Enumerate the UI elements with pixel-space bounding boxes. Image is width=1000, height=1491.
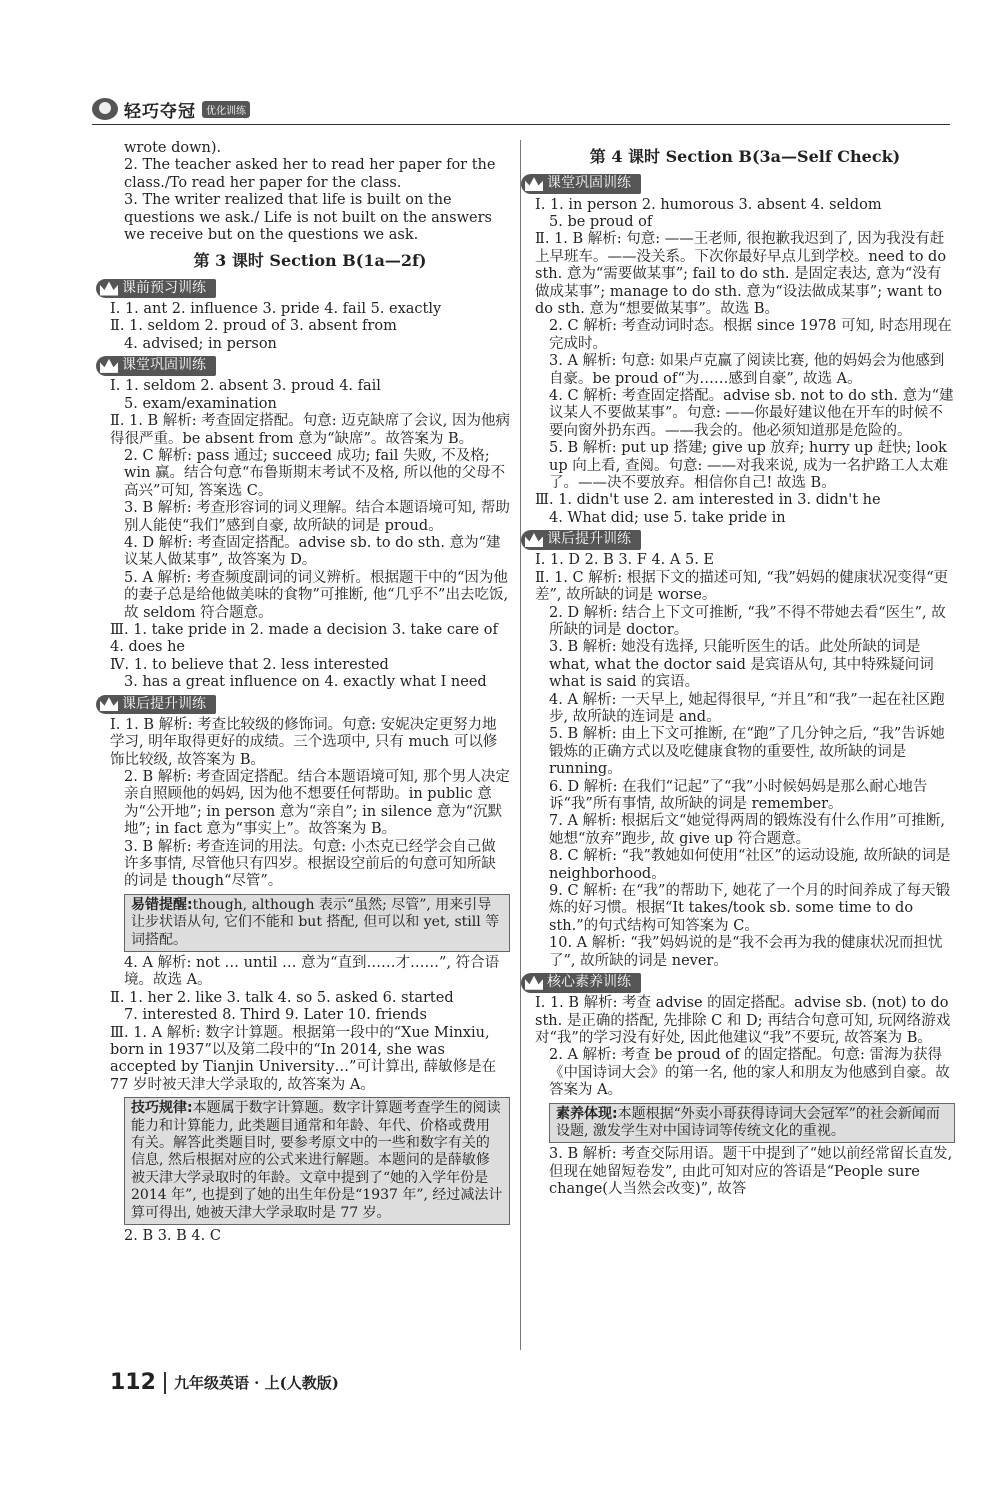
left-column <box>110 140 510 1245</box>
brand-logo-icon <box>92 98 118 120</box>
answer-line: 3. B 解析: 考查形容词的词义理解。结合本题语境可知, 帮助别人能使“我们”感到自豪, 故所缺的词是 proud。 <box>124 500 510 534</box>
answer-line: 2. C 解析: pass 通过; succeed 成功; fail 失败, 不及格; win 赢。结合句意“布鲁斯期末考试不及格, 所以他的父母不高兴”可知, 答案选 C。 <box>124 447 506 499</box>
answer-line: 5. exam/examination <box>124 395 277 412</box>
section-tag <box>521 174 641 193</box>
answer-line: 3. B 解析: 考查连词的用法。句意: 小杰克已经学会自己做许多事情, 尽管他只有四岁。根据设空前后的句意可知所缺的词是 though“尽管”。 <box>124 838 496 890</box>
page-number: 112 <box>110 1370 156 1395</box>
answer-line: Ⅱ. 1. B 解析: 考查固定搭配。句意: 迈克缺席了会议, 因为他病得很严重。be absent from 意为“缺席”。故答案为 B。 <box>110 413 510 447</box>
tip-text: though, although 表示“虽然; 尽管”, 用来引导让步状语从句, 它们不能和 but 搭配, 但可以和 yet, still 等词搭配。 <box>131 896 500 948</box>
answer-line: 5. B 解析: 由上下文可推断, 在“跑”了几分钟之后, “我”告诉她锻炼的正确方式以及吃健康食物的重要性, 故所缺的词是 running。 <box>549 726 945 778</box>
crown-icon <box>525 976 543 990</box>
section-label: 课后提升训练 <box>547 531 631 548</box>
column-divider <box>520 140 521 1350</box>
tip-text: 本题根据“外卖小哥获得诗词大会冠军”的社会新闻而设题, 激发学生对中国诗词等传统文化的重视。 <box>556 1105 940 1140</box>
crown-icon <box>100 697 118 711</box>
section-tag <box>521 530 641 549</box>
answer-line: 3. B 解析: 考查交际用语。题干中提到了“她以前经常留长直发, 但现在她留短卷发”, 由此可知对应的答语是“People sure change(人当然会改变)”, 故答 <box>549 1146 953 1198</box>
crown-icon <box>100 359 118 373</box>
section-label: 课堂巩固训练 <box>122 357 206 374</box>
answer-line: Ⅱ. 1. seldom 2. proud of 3. absent from <box>110 318 397 335</box>
crown-icon <box>525 533 543 547</box>
answer-line: 5. B 解析: put up 搭建; give up 放弃; hurry up 赶快; look up 向上看, 查阅。句意: ——对我来说, 成为一名护路工人太难了。——决不要放弃。相信你自己! 故选 B。 <box>549 440 949 492</box>
answer-line: Ⅱ. 1. her 2. like 3. talk 4. so 5. asked 6. started <box>110 989 454 1006</box>
answer-line: Ⅰ. 1. seldom 2. absent 3. proud 4. fail <box>110 378 381 395</box>
answer-line: 10. A 解析: “我”妈妈说的是“我不会再为我的健康状况而担忧了”, 故所缺的词是 never。 <box>549 935 943 969</box>
crown-icon <box>525 177 543 191</box>
answer-line: 2. The teacher asked her to read her paper for the class./To read her paper for the class. <box>124 157 496 191</box>
answer-line: Ⅲ. 1. take pride in 2. made a decision 3. take care of 4. does he <box>110 621 498 656</box>
answer-line: 3. has a great influence on 4. exactly what I need <box>124 674 487 691</box>
book-title: 九年级英语 · 上(人教版) <box>173 1374 339 1392</box>
answer-line: 7. interested 8. Third 9. Later 10. friends <box>124 1007 427 1024</box>
tip-label: 技巧规律: <box>131 1100 193 1117</box>
answer-line: 2. A 解析: 考查 be proud of 的固定搭配。句意: 雷海为获得《中国诗词大会》的第一名, 他的家人和朋友为他感到自豪。故答案为 A。 <box>549 1047 950 1099</box>
lesson-heading: 第 4 课时 Section B(3a—Self Check) <box>589 147 901 166</box>
answer-line: 4. What did; use 5. take pride in <box>549 509 786 526</box>
tip-label: 素养体现: <box>556 1105 618 1122</box>
answer-line: Ⅱ. 1. C 解析: 根据下文的描述可知, “我”妈妈的健康状况变得“更差”, 故所缺的词是 worse。 <box>535 569 949 604</box>
lesson-heading: 第 3 课时 Section B(1a—2f) <box>193 251 427 271</box>
answer-line: 2. B 解析: 考查固定搭配。结合本题语境可知, 那个男人决定亲自照顾他的妈妈, 因为他不想要任何帮助。in public 意为“公开地”; in person 意为“亲自”; in silence 意为“沉默地”; in fact 意为“事实上”。故答案为 B。 <box>124 768 510 838</box>
answer-line: 5. be proud of <box>549 213 653 230</box>
answer-line: 6. D 解析: 在我们“记起”了“我”小时候妈妈是那么耐心地告诉“我”所有事情, 故所缺的词是 remember。 <box>549 778 928 813</box>
section-tag <box>96 279 216 298</box>
header-rule <box>92 124 950 125</box>
brand-header <box>92 98 250 120</box>
page-footer <box>110 1370 339 1395</box>
right-column <box>535 140 955 1199</box>
tip-box <box>124 1097 510 1225</box>
section-tag <box>96 356 216 375</box>
footer-divider <box>164 1372 166 1394</box>
answer-line: 7. A 解析: 根据后文“她觉得两周的锻炼没有什么作用”可推断, 她想“放弃”跑步, 故 give up 符合题意。 <box>549 813 945 847</box>
section-tag <box>96 695 216 714</box>
answer-line: 8. C 解析: “我”教她如何使用“社区”的运动设施, 故所缺的词是 neighborhood。 <box>549 848 951 882</box>
answer-line: Ⅰ. 1. ant 2. influence 3. pride 4. fail 5. exactly <box>110 300 442 317</box>
answer-line: Ⅰ. 1. D 2. B 3. F 4. A 5. E <box>535 552 714 569</box>
brand-tag: 优化训练 <box>202 101 250 118</box>
answer-line: 9. C 解析: 在“我”的帮助下, 她花了一个月的时间养成了每天锻炼的好习惯。根据“It takes/took sb. some time to do sth.”的句式结构可知答案为 C。 <box>549 883 951 934</box>
answer-line: Ⅲ. 1. A 解析: 数字计算题。根据第一段中的“Xue Minxiu, born in 1937”以及第二段中的“In 2014, she was accepted by Tianjin University…”可计算出, 薛敏修是在 77 岁时被天津大学录取的, 故答案为 A。 <box>110 1024 497 1093</box>
section-label: 课前预习训练 <box>122 279 206 296</box>
tip-box <box>549 1103 955 1144</box>
answer-line: 4. A 解析: 一天早上, 她起得很早, “并且”和“我”一起在社区跑步, 故所缺的连词是 and。 <box>549 691 945 725</box>
answer-line: Ⅰ. 1. in person 2. humorous 3. absent 4. seldom <box>535 196 882 213</box>
answer-line: Ⅲ. 1. didn't use 2. am interested in 3. didn't he <box>535 492 881 509</box>
answer-line: 4. advised; in person <box>124 335 277 352</box>
section-label: 核心素养训练 <box>547 974 631 991</box>
answer-line: Ⅱ. 1. B 解析: 句意: ——王老师, 很抱歉我迟到了, 因为我没有赶上早班车。——没关系。下次你最好早点儿到学校。need to do sth. 意为“需要做某事”; fail to do sth. 是固定表达, 意为“没有做成某事”; manage to do sth. 意为“设法做成某事”; want to do sth. 意为“想要做某事”。故选 B。 <box>535 231 947 317</box>
answer-line: 5. A 解析: 考查频度副词的词义辨析。根据题干中的“因为他的妻子总是给他做美味的食物”可推断, 他“几乎不”出去吃饭, 故 seldom 符合题意。 <box>124 569 509 621</box>
answer-line: 3. The writer realized that life is built on the questions we ask./ Life is not built on the answers we receive but on the questions we ask. <box>124 192 492 244</box>
section-label: 课堂巩固训练 <box>547 175 631 192</box>
answer-line: 4. D 解析: 考查固定搭配。advise sb. to do sth. 意为“建议某人做某事”, 故答案为 D。 <box>124 534 501 569</box>
answer-line: Ⅰ. 1. B 解析: 考查比较级的修饰词。句意: 安妮决定更努力地学习, 明年取得更好的成绩。三个选项中, 只有 much 可以修饰比较级, 故答案为 B。 <box>110 716 498 768</box>
crown-icon <box>100 282 118 296</box>
answer-line: 4. A 解析: not … until … 意为“直到……才……”, 符合语境。故选 A。 <box>124 954 500 989</box>
answer-line: Ⅰ. 1. B 解析: 考查 advise 的固定搭配。advise sb. (not) to do sth. 是正确的搭配, 先排除 C 和 D; 再结合句意可知, 玩网络游戏对“我”的学习没有好处, 因此他建议“我”不要玩, 故答案为 B。 <box>535 995 951 1047</box>
answer-line: 2. D 解析: 结合上下文可推断, “我”不得不带她去看“医生”, 故所缺的词是 doctor。 <box>549 604 946 638</box>
tip-text: 本题属于数字计算题。数字计算题考查学生的阅读能力和计算能力, 此类题目通常和年龄、年代、价格或费用有关。解答此类题目时, 要参考原文中的一些和数字有关的信息, 然后根据对应的公式来进行解题。本题问的是薛敏修被天津大学录取时的年龄。文章中提到了“她的入学年份是 2014 年”, 也提到了她的出生年份是“1937 年”, 经过减法计算可得出, 她被天津大学录取时是 77 岁。 <box>131 1100 503 1221</box>
answer-line: 2. B 3. B 4. C <box>124 1228 221 1245</box>
answer-line: 2. C 解析: 考查动词时态。根据 since 1978 可知, 时态用现在完成时。 <box>549 318 952 352</box>
answer-line: 3. A 解析: 句意: 如果卢克赢了阅读比赛, 他的妈妈会为他感到自豪。be proud of“为……感到自豪”, 故选 A。 <box>549 353 945 387</box>
section-label: 课后提升训练 <box>122 695 206 712</box>
tip-box <box>124 894 510 952</box>
answer-line: 4. C 解析: 考查固定搭配。advise sb. not to do sth. 意为“建议某人不要做某事”。句意: ——你最好建议他在开车的时候不要向窗外扔东西。——我会的。他必须知道那是危险的。 <box>549 387 954 439</box>
tip-label: 易错提醒: <box>131 896 193 913</box>
section-tag <box>521 973 641 992</box>
answer-line: Ⅳ. 1. to believe that 2. less interested <box>110 656 389 673</box>
answer-line: wrote down). <box>124 140 222 156</box>
brand-name: 轻巧夺冠 <box>124 101 196 122</box>
answer-line: 3. B 解析: 她没有选择, 只能听医生的话。此处所缺的词是 what, what the doctor said 是宾语从句, 其中特殊疑问词 what is said 的宾语。 <box>549 639 934 691</box>
